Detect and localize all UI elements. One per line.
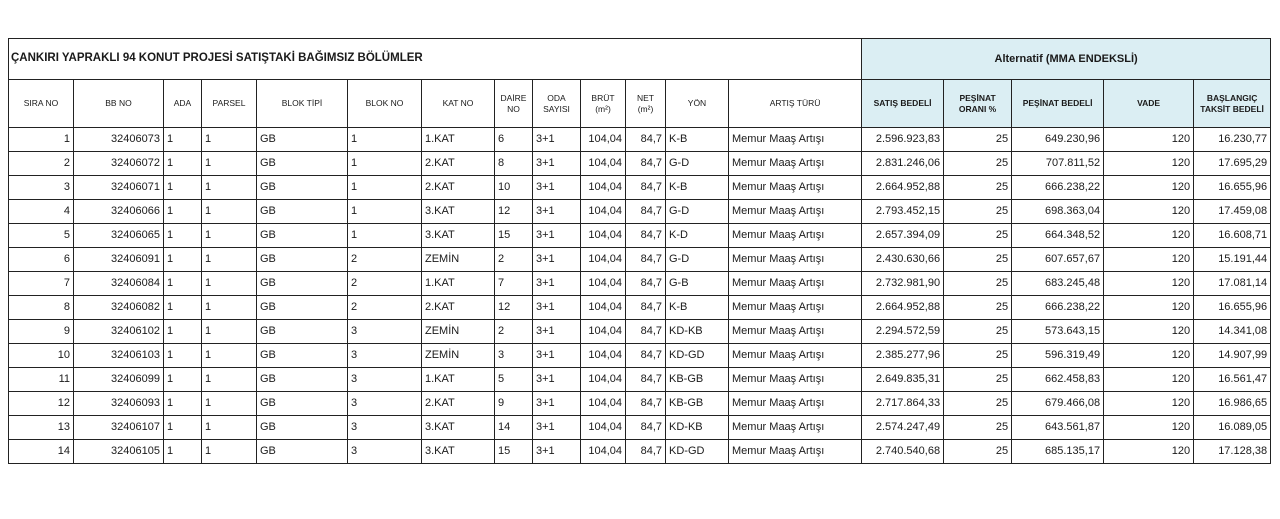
cell-pesinat_orani: 25 <box>944 152 1012 176</box>
cell-taksit: 15.191,44 <box>1194 248 1271 272</box>
cell-bb: 32406084 <box>74 272 164 296</box>
cell-ada: 1 <box>164 224 202 248</box>
table-row <box>9 344 1271 368</box>
cell-pesinat_orani: 25 <box>944 440 1012 464</box>
cell-satis: 2.793.452,15 <box>862 200 944 224</box>
cell-blok_no: 1 <box>348 224 422 248</box>
cell-blok_no: 2 <box>348 296 422 320</box>
table-row <box>9 224 1271 248</box>
cell-brut: 104,04 <box>581 320 626 344</box>
cell-taksit: 14.907,99 <box>1194 344 1271 368</box>
column-header-artis: ARTIŞ TÜRÜ <box>729 80 862 128</box>
cell-satis: 2.596.923,83 <box>862 128 944 152</box>
cell-sira: 13 <box>9 416 74 440</box>
cell-satis: 2.385.277,96 <box>862 344 944 368</box>
table-row <box>9 440 1271 464</box>
cell-ada: 1 <box>164 296 202 320</box>
cell-taksit: 17.081,14 <box>1194 272 1271 296</box>
cell-parsel: 1 <box>202 272 257 296</box>
cell-brut: 104,04 <box>581 392 626 416</box>
cell-brut: 104,04 <box>581 128 626 152</box>
cell-satis: 2.430.630,66 <box>862 248 944 272</box>
cell-artis: Memur Maaş Artışı <box>729 248 862 272</box>
cell-blok_no: 3 <box>348 392 422 416</box>
table-title: ÇANKIRI YAPRAKLI 94 KONUT PROJESİ SATIŞTAKİ BAĞIMSIZ BÖLÜMLER <box>9 39 862 80</box>
cell-pesinat_bedeli: 649.230,96 <box>1012 128 1104 152</box>
table-row <box>9 152 1271 176</box>
cell-brut: 104,04 <box>581 152 626 176</box>
cell-sira: 14 <box>9 440 74 464</box>
cell-bb: 32406065 <box>74 224 164 248</box>
table-row <box>9 320 1271 344</box>
cell-kat: 1.KAT <box>422 368 495 392</box>
cell-pesinat_orani: 25 <box>944 392 1012 416</box>
cell-vade: 120 <box>1104 368 1194 392</box>
cell-sira: 1 <box>9 128 74 152</box>
column-header-sira: SIRA NO <box>9 80 74 128</box>
cell-vade: 120 <box>1104 248 1194 272</box>
cell-bb: 32406091 <box>74 248 164 272</box>
cell-net: 84,7 <box>626 272 666 296</box>
cell-vade: 120 <box>1104 440 1194 464</box>
cell-kat: ZEMİN <box>422 248 495 272</box>
cell-parsel: 1 <box>202 248 257 272</box>
cell-ada: 1 <box>164 152 202 176</box>
cell-pesinat_orani: 25 <box>944 200 1012 224</box>
cell-brut: 104,04 <box>581 344 626 368</box>
cell-pesinat_bedeli: 679.466,08 <box>1012 392 1104 416</box>
cell-net: 84,7 <box>626 248 666 272</box>
cell-bb: 32406105 <box>74 440 164 464</box>
cell-parsel: 1 <box>202 176 257 200</box>
cell-pesinat_bedeli: 707.811,52 <box>1012 152 1104 176</box>
cell-yon: K-B <box>666 176 729 200</box>
cell-pesinat_orani: 25 <box>944 320 1012 344</box>
cell-pesinat_orani: 25 <box>944 344 1012 368</box>
spreadsheet <box>8 38 1271 464</box>
cell-vade: 120 <box>1104 320 1194 344</box>
cell-daire: 14 <box>495 416 533 440</box>
cell-parsel: 1 <box>202 200 257 224</box>
cell-taksit: 16.561,47 <box>1194 368 1271 392</box>
cell-yon: G-D <box>666 200 729 224</box>
cell-oda: 3+1 <box>533 440 581 464</box>
cell-yon: K-D <box>666 224 729 248</box>
units-table <box>8 38 1271 464</box>
cell-ada: 1 <box>164 440 202 464</box>
cell-yon: KB-GB <box>666 368 729 392</box>
cell-pesinat_bedeli: 573.643,15 <box>1012 320 1104 344</box>
cell-daire: 12 <box>495 200 533 224</box>
cell-net: 84,7 <box>626 200 666 224</box>
cell-blok_no: 1 <box>348 200 422 224</box>
cell-blok_no: 3 <box>348 320 422 344</box>
cell-taksit: 16.608,71 <box>1194 224 1271 248</box>
cell-satis: 2.294.572,59 <box>862 320 944 344</box>
cell-yon: G-D <box>666 152 729 176</box>
table-row <box>9 200 1271 224</box>
cell-yon: K-B <box>666 128 729 152</box>
cell-brut: 104,04 <box>581 248 626 272</box>
cell-net: 84,7 <box>626 392 666 416</box>
cell-taksit: 16.655,96 <box>1194 296 1271 320</box>
cell-net: 84,7 <box>626 152 666 176</box>
cell-pesinat_orani: 25 <box>944 296 1012 320</box>
cell-satis: 2.574.247,49 <box>862 416 944 440</box>
cell-kat: ZEMİN <box>422 320 495 344</box>
column-header-satis: SATIŞ BEDELİ <box>862 80 944 128</box>
cell-pesinat_orani: 25 <box>944 224 1012 248</box>
cell-parsel: 1 <box>202 416 257 440</box>
cell-ada: 1 <box>164 320 202 344</box>
cell-net: 84,7 <box>626 224 666 248</box>
column-header-oda: ODA SAYISI <box>533 80 581 128</box>
cell-yon: G-B <box>666 272 729 296</box>
cell-artis: Memur Maaş Artışı <box>729 200 862 224</box>
cell-daire: 15 <box>495 224 533 248</box>
cell-satis: 2.831.246,06 <box>862 152 944 176</box>
cell-blok_no: 2 <box>348 272 422 296</box>
cell-brut: 104,04 <box>581 176 626 200</box>
cell-satis: 2.717.864,33 <box>862 392 944 416</box>
cell-artis: Memur Maaş Artışı <box>729 344 862 368</box>
cell-pesinat_bedeli: 607.657,67 <box>1012 248 1104 272</box>
column-header-daire: DAİRE NO <box>495 80 533 128</box>
cell-brut: 104,04 <box>581 272 626 296</box>
cell-daire: 7 <box>495 272 533 296</box>
cell-bb: 32406066 <box>74 200 164 224</box>
cell-yon: G-D <box>666 248 729 272</box>
cell-blok_tipi: GB <box>257 224 348 248</box>
cell-sira: 3 <box>9 176 74 200</box>
cell-blok_no: 1 <box>348 176 422 200</box>
cell-sira: 2 <box>9 152 74 176</box>
cell-kat: 3.KAT <box>422 224 495 248</box>
cell-sira: 7 <box>9 272 74 296</box>
cell-yon: KB-GB <box>666 392 729 416</box>
column-header-kat: KAT NO <box>422 80 495 128</box>
cell-pesinat_bedeli: 643.561,87 <box>1012 416 1104 440</box>
cell-blok_tipi: GB <box>257 368 348 392</box>
alternative-header: Alternatif (MMA ENDEKSLİ) <box>862 39 1271 80</box>
column-header-net: NET (m²) <box>626 80 666 128</box>
cell-kat: 2.KAT <box>422 296 495 320</box>
cell-vade: 120 <box>1104 344 1194 368</box>
cell-ada: 1 <box>164 248 202 272</box>
cell-ada: 1 <box>164 344 202 368</box>
column-header-pesinat_orani: PEŞİNAT ORANI % <box>944 80 1012 128</box>
cell-daire: 3 <box>495 344 533 368</box>
cell-ada: 1 <box>164 200 202 224</box>
cell-artis: Memur Maaş Artışı <box>729 320 862 344</box>
cell-artis: Memur Maaş Artışı <box>729 152 862 176</box>
cell-blok_tipi: GB <box>257 320 348 344</box>
cell-sira: 10 <box>9 344 74 368</box>
column-header-blok_tipi: BLOK TİPİ <box>257 80 348 128</box>
cell-net: 84,7 <box>626 320 666 344</box>
cell-sira: 5 <box>9 224 74 248</box>
cell-parsel: 1 <box>202 344 257 368</box>
cell-satis: 2.657.394,09 <box>862 224 944 248</box>
cell-taksit: 17.695,29 <box>1194 152 1271 176</box>
cell-yon: KD-GD <box>666 344 729 368</box>
column-header-taksit: BAŞLANGIÇ TAKSİT BEDELİ <box>1194 80 1271 128</box>
cell-ada: 1 <box>164 128 202 152</box>
cell-ada: 1 <box>164 368 202 392</box>
cell-oda: 3+1 <box>533 368 581 392</box>
cell-net: 84,7 <box>626 368 666 392</box>
cell-parsel: 1 <box>202 224 257 248</box>
cell-vade: 120 <box>1104 152 1194 176</box>
cell-oda: 3+1 <box>533 176 581 200</box>
cell-kat: 3.KAT <box>422 416 495 440</box>
cell-yon: KD-KB <box>666 320 729 344</box>
cell-brut: 104,04 <box>581 368 626 392</box>
cell-taksit: 16.230,77 <box>1194 128 1271 152</box>
cell-taksit: 16.089,05 <box>1194 416 1271 440</box>
cell-pesinat_orani: 25 <box>944 272 1012 296</box>
cell-brut: 104,04 <box>581 200 626 224</box>
cell-bb: 32406072 <box>74 152 164 176</box>
cell-oda: 3+1 <box>533 320 581 344</box>
cell-parsel: 1 <box>202 296 257 320</box>
cell-bb: 32406093 <box>74 392 164 416</box>
cell-taksit: 17.459,08 <box>1194 200 1271 224</box>
cell-bb: 32406073 <box>74 128 164 152</box>
cell-sira: 11 <box>9 368 74 392</box>
cell-kat: 1.KAT <box>422 128 495 152</box>
cell-daire: 12 <box>495 296 533 320</box>
column-header-brut: BRÜT (m²) <box>581 80 626 128</box>
cell-taksit: 17.128,38 <box>1194 440 1271 464</box>
cell-pesinat_bedeli: 662.458,83 <box>1012 368 1104 392</box>
cell-artis: Memur Maaş Artışı <box>729 224 862 248</box>
cell-pesinat_bedeli: 666.238,22 <box>1012 296 1104 320</box>
cell-artis: Memur Maaş Artışı <box>729 368 862 392</box>
cell-net: 84,7 <box>626 296 666 320</box>
table-row <box>9 272 1271 296</box>
cell-net: 84,7 <box>626 128 666 152</box>
cell-satis: 2.649.835,31 <box>862 368 944 392</box>
cell-sira: 9 <box>9 320 74 344</box>
cell-oda: 3+1 <box>533 296 581 320</box>
cell-pesinat_orani: 25 <box>944 128 1012 152</box>
cell-satis: 2.732.981,90 <box>862 272 944 296</box>
column-header-row <box>9 80 1271 128</box>
column-header-blok_no: BLOK NO <box>348 80 422 128</box>
cell-brut: 104,04 <box>581 296 626 320</box>
cell-blok_tipi: GB <box>257 152 348 176</box>
cell-artis: Memur Maaş Artışı <box>729 440 862 464</box>
cell-yon: K-B <box>666 296 729 320</box>
cell-yon: KD-GD <box>666 440 729 464</box>
cell-daire: 15 <box>495 440 533 464</box>
cell-blok_no: 1 <box>348 128 422 152</box>
cell-bb: 32406103 <box>74 344 164 368</box>
cell-oda: 3+1 <box>533 248 581 272</box>
cell-blok_tipi: GB <box>257 296 348 320</box>
cell-daire: 5 <box>495 368 533 392</box>
cell-pesinat_bedeli: 685.135,17 <box>1012 440 1104 464</box>
cell-blok_no: 3 <box>348 368 422 392</box>
cell-net: 84,7 <box>626 176 666 200</box>
cell-taksit: 16.986,65 <box>1194 392 1271 416</box>
cell-ada: 1 <box>164 176 202 200</box>
cell-brut: 104,04 <box>581 224 626 248</box>
cell-daire: 6 <box>495 128 533 152</box>
cell-vade: 120 <box>1104 392 1194 416</box>
cell-net: 84,7 <box>626 416 666 440</box>
cell-kat: 3.KAT <box>422 200 495 224</box>
cell-parsel: 1 <box>202 128 257 152</box>
cell-artis: Memur Maaş Artışı <box>729 176 862 200</box>
cell-vade: 120 <box>1104 416 1194 440</box>
cell-taksit: 14.341,08 <box>1194 320 1271 344</box>
cell-blok_tipi: GB <box>257 392 348 416</box>
cell-pesinat_orani: 25 <box>944 416 1012 440</box>
column-header-ada: ADA <box>164 80 202 128</box>
cell-pesinat_bedeli: 698.363,04 <box>1012 200 1104 224</box>
cell-artis: Memur Maaş Artışı <box>729 416 862 440</box>
cell-pesinat_bedeli: 596.319,49 <box>1012 344 1104 368</box>
cell-daire: 8 <box>495 152 533 176</box>
cell-satis: 2.740.540,68 <box>862 440 944 464</box>
cell-parsel: 1 <box>202 152 257 176</box>
cell-kat: 2.KAT <box>422 392 495 416</box>
cell-bb: 32406102 <box>74 320 164 344</box>
cell-pesinat_orani: 25 <box>944 368 1012 392</box>
cell-blok_no: 3 <box>348 440 422 464</box>
cell-satis: 2.664.952,88 <box>862 176 944 200</box>
column-header-pesinat_bedeli: PEŞİNAT BEDELİ <box>1012 80 1104 128</box>
table-row <box>9 392 1271 416</box>
cell-ada: 1 <box>164 392 202 416</box>
cell-vade: 120 <box>1104 296 1194 320</box>
table-row <box>9 296 1271 320</box>
cell-bb: 32406071 <box>74 176 164 200</box>
cell-parsel: 1 <box>202 368 257 392</box>
column-header-parsel: PARSEL <box>202 80 257 128</box>
cell-blok_no: 1 <box>348 152 422 176</box>
cell-sira: 4 <box>9 200 74 224</box>
table-row <box>9 368 1271 392</box>
cell-parsel: 1 <box>202 440 257 464</box>
cell-sira: 8 <box>9 296 74 320</box>
cell-artis: Memur Maaş Artışı <box>729 272 862 296</box>
cell-parsel: 1 <box>202 320 257 344</box>
cell-oda: 3+1 <box>533 128 581 152</box>
title-row <box>9 39 1271 80</box>
cell-net: 84,7 <box>626 344 666 368</box>
cell-oda: 3+1 <box>533 392 581 416</box>
cell-blok_tipi: GB <box>257 176 348 200</box>
cell-taksit: 16.655,96 <box>1194 176 1271 200</box>
cell-blok_tipi: GB <box>257 416 348 440</box>
cell-daire: 2 <box>495 248 533 272</box>
cell-blok_tipi: GB <box>257 344 348 368</box>
table-row <box>9 176 1271 200</box>
cell-brut: 104,04 <box>581 416 626 440</box>
cell-blok_tipi: GB <box>257 200 348 224</box>
table-row <box>9 416 1271 440</box>
cell-blok_tipi: GB <box>257 128 348 152</box>
cell-daire: 2 <box>495 320 533 344</box>
cell-oda: 3+1 <box>533 416 581 440</box>
cell-satis: 2.664.952,88 <box>862 296 944 320</box>
table-row <box>9 128 1271 152</box>
column-header-bb: BB NO <box>74 80 164 128</box>
cell-oda: 3+1 <box>533 152 581 176</box>
cell-bb: 32406082 <box>74 296 164 320</box>
cell-yon: KD-KB <box>666 416 729 440</box>
cell-kat: 3.KAT <box>422 440 495 464</box>
cell-vade: 120 <box>1104 272 1194 296</box>
cell-vade: 120 <box>1104 224 1194 248</box>
cell-pesinat_orani: 25 <box>944 248 1012 272</box>
cell-pesinat_bedeli: 664.348,52 <box>1012 224 1104 248</box>
cell-blok_tipi: GB <box>257 440 348 464</box>
cell-oda: 3+1 <box>533 200 581 224</box>
cell-blok_tipi: GB <box>257 248 348 272</box>
cell-artis: Memur Maaş Artışı <box>729 392 862 416</box>
cell-blok_no: 3 <box>348 344 422 368</box>
cell-ada: 1 <box>164 272 202 296</box>
cell-oda: 3+1 <box>533 344 581 368</box>
cell-parsel: 1 <box>202 392 257 416</box>
column-header-yon: YÖN <box>666 80 729 128</box>
cell-sira: 6 <box>9 248 74 272</box>
cell-bb: 32406099 <box>74 368 164 392</box>
cell-pesinat_orani: 25 <box>944 176 1012 200</box>
cell-pesinat_bedeli: 683.245,48 <box>1012 272 1104 296</box>
cell-daire: 10 <box>495 176 533 200</box>
cell-kat: 2.KAT <box>422 176 495 200</box>
column-header-vade: VADE <box>1104 80 1194 128</box>
cell-kat: ZEMİN <box>422 344 495 368</box>
cell-oda: 3+1 <box>533 272 581 296</box>
cell-vade: 120 <box>1104 128 1194 152</box>
cell-net: 84,7 <box>626 440 666 464</box>
cell-brut: 104,04 <box>581 440 626 464</box>
cell-blok_tipi: GB <box>257 272 348 296</box>
cell-vade: 120 <box>1104 176 1194 200</box>
cell-daire: 9 <box>495 392 533 416</box>
cell-sira: 12 <box>9 392 74 416</box>
cell-vade: 120 <box>1104 200 1194 224</box>
cell-artis: Memur Maaş Artışı <box>729 128 862 152</box>
cell-pesinat_bedeli: 666.238,22 <box>1012 176 1104 200</box>
table-row <box>9 248 1271 272</box>
cell-artis: Memur Maaş Artışı <box>729 296 862 320</box>
cell-kat: 2.KAT <box>422 152 495 176</box>
cell-blok_no: 2 <box>348 248 422 272</box>
cell-kat: 1.KAT <box>422 272 495 296</box>
cell-blok_no: 3 <box>348 416 422 440</box>
cell-oda: 3+1 <box>533 224 581 248</box>
cell-bb: 32406107 <box>74 416 164 440</box>
cell-ada: 1 <box>164 416 202 440</box>
